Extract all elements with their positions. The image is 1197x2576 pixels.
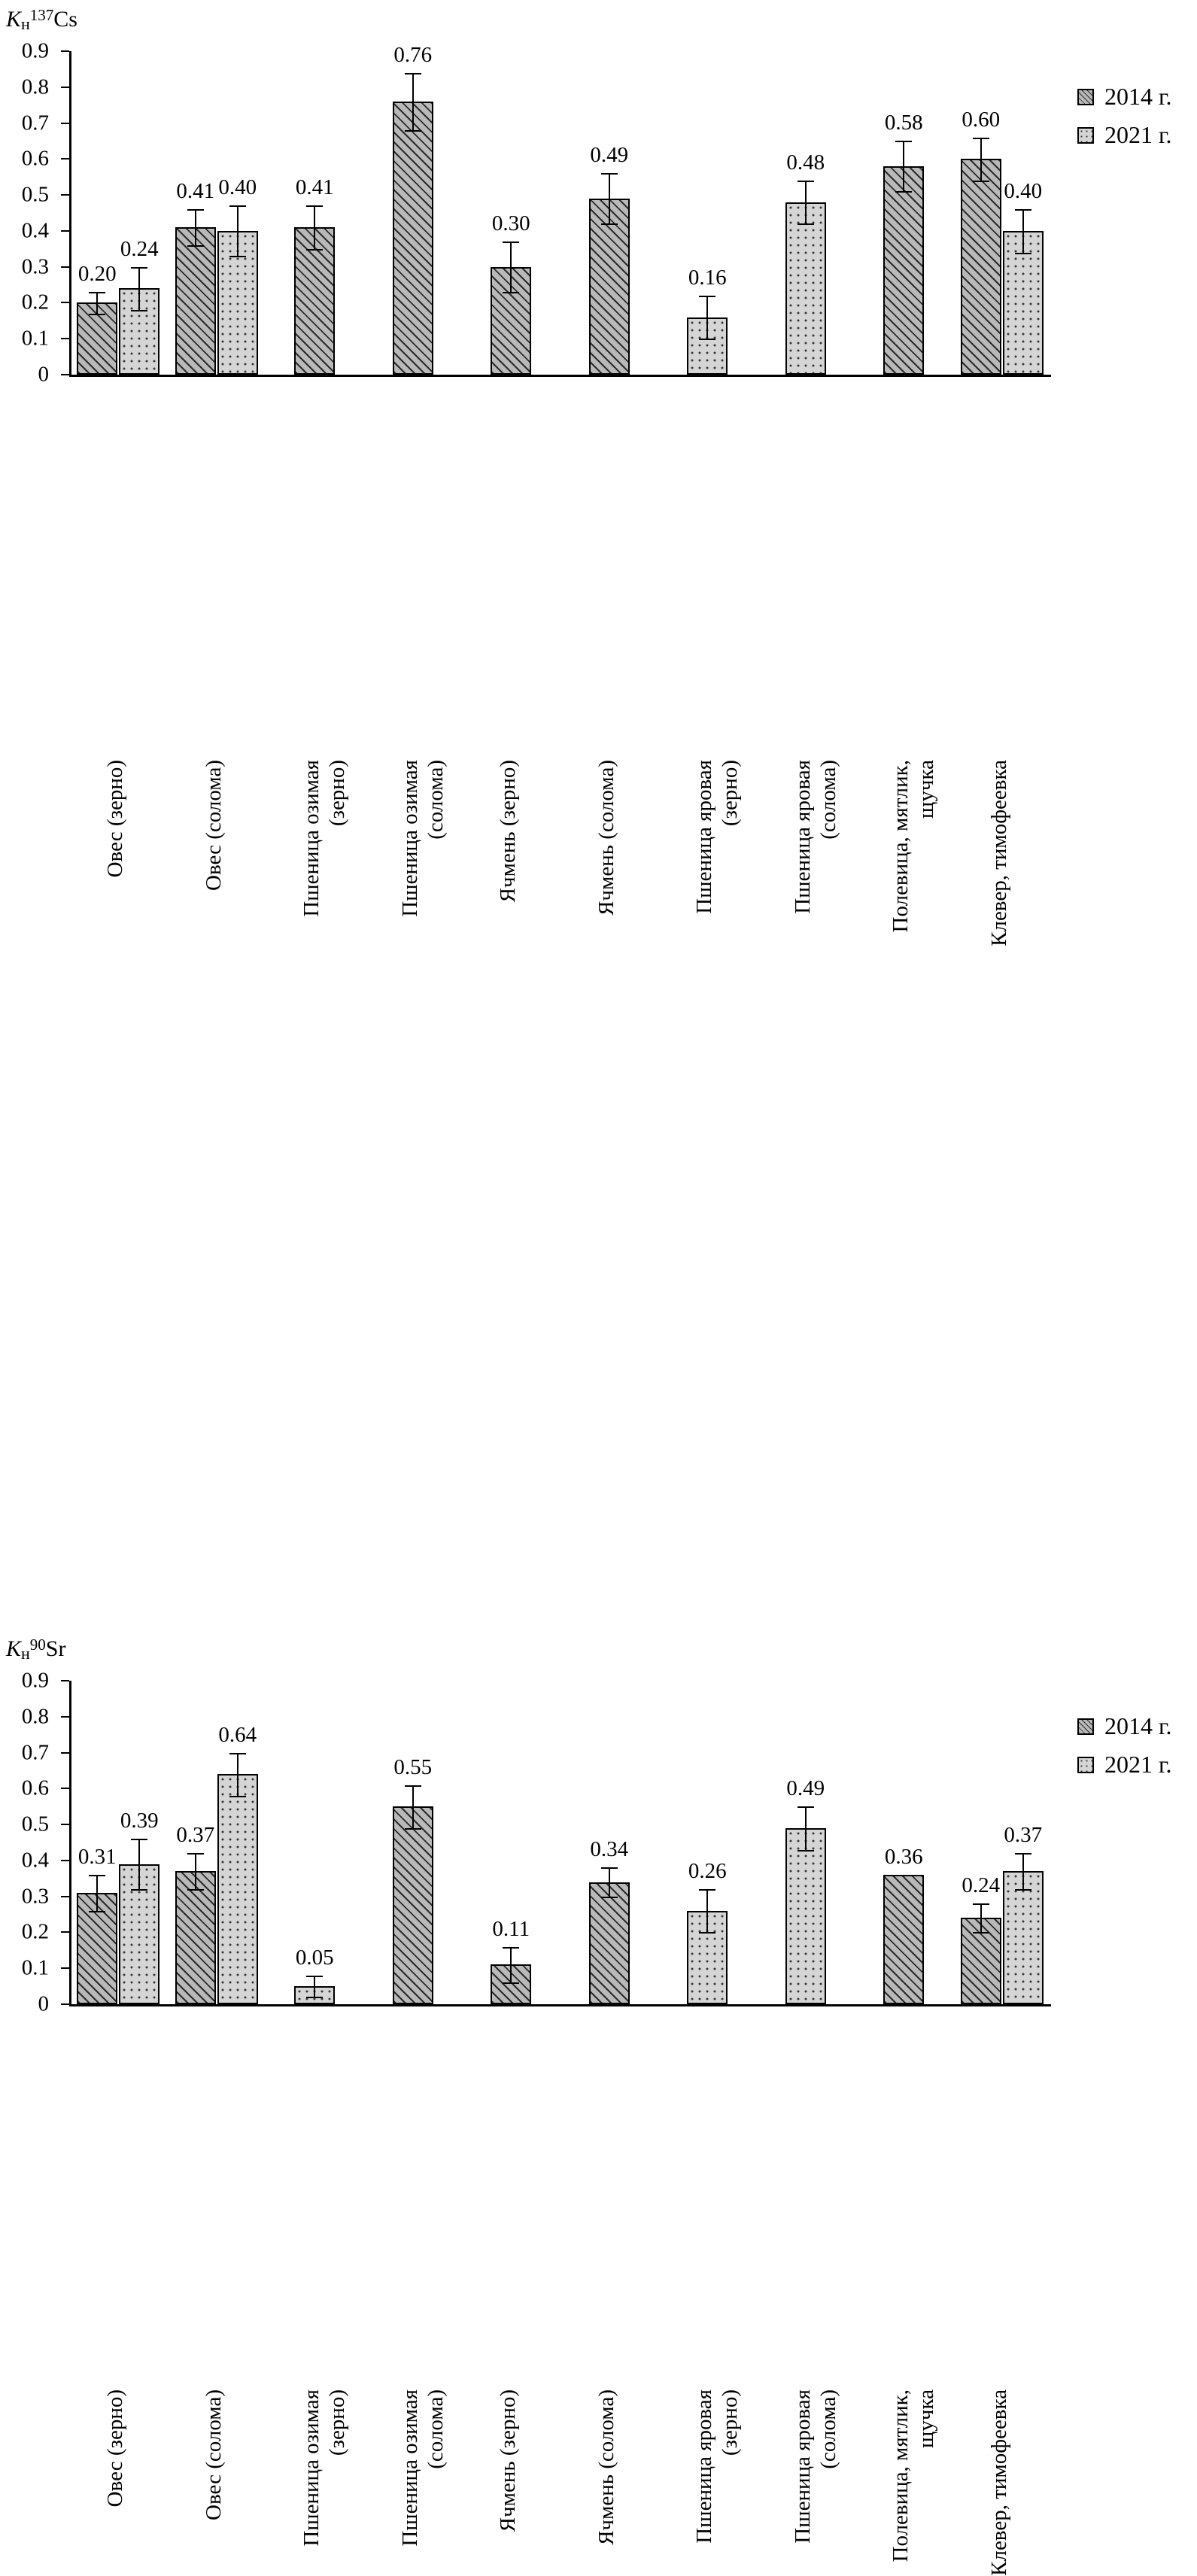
y-axis-tick <box>21 1668 69 1693</box>
legend-swatch-2014 <box>1077 89 1094 105</box>
y-axis-tick <box>21 1776 69 1800</box>
error-bar-cap <box>229 1753 246 1754</box>
error-bar-cap <box>187 1889 204 1891</box>
error-bar <box>980 1903 982 1932</box>
bar <box>393 1806 433 2004</box>
y-axis-tick-label: 0.3 <box>21 1884 49 1909</box>
x-axis-category-label: (солома) <box>423 760 448 840</box>
y-axis-tick <box>21 111 69 135</box>
x-axis-category-label: (солома) <box>423 2389 448 2469</box>
error-bar-cap <box>405 1785 421 1787</box>
error-bar-cap <box>1015 209 1031 211</box>
bar-value-label: 0.37 <box>176 1823 215 1848</box>
error-bar-cap <box>1015 1889 1031 1891</box>
error-bar-cap <box>973 1903 989 1905</box>
error-bar-cap <box>503 242 519 243</box>
error-bar-cap <box>229 1796 246 1797</box>
x-axis-category-label: Пшеница яровая <box>692 760 717 914</box>
error-bar-cap <box>973 1932 989 1934</box>
x-axis-category-label: Пшеница озимая <box>299 2389 324 2547</box>
x-axis-category-label: Ячмень (зерно) <box>496 760 521 903</box>
error-bar <box>96 292 98 314</box>
bar <box>589 1882 630 2004</box>
error-bar-cap <box>89 314 105 315</box>
error-bar <box>237 1753 238 1796</box>
bar-value-label: 0.34 <box>590 1837 629 1862</box>
y-axis-tick <box>21 1848 69 1873</box>
y-axis-tick-label: 0.2 <box>21 1919 49 1944</box>
axis-title-k: K <box>6 1636 22 1661</box>
error-bar-cap <box>601 173 618 175</box>
bar <box>961 159 1001 375</box>
error-bar-cap <box>306 1976 323 1977</box>
error-bar-cap <box>405 73 421 74</box>
error-bar-cap <box>797 1850 814 1852</box>
x-axis-category-label: Полевица, мятлик, <box>889 2389 913 2562</box>
x-axis <box>69 375 1051 377</box>
error-bar-cap <box>405 1828 421 1830</box>
y-axis-tick-label: 0 <box>38 1991 49 2016</box>
error-bar-cap <box>503 1947 519 1949</box>
error-bar <box>314 205 315 248</box>
y-axis-tick <box>21 38 69 63</box>
error-bar <box>412 1785 414 1828</box>
y-axis-tick-label: 0.4 <box>21 218 49 243</box>
bar-value-label: 0.58 <box>884 111 923 135</box>
chart-sr90 <box>0 1630 1197 2576</box>
y-axis-tick <box>38 1991 69 2016</box>
y-axis-tick-label: 0 <box>38 362 49 387</box>
bar-value-label: 0.37 <box>1004 1823 1043 1848</box>
bar <box>175 1871 216 2004</box>
bar <box>393 102 433 375</box>
y-axis-tick <box>21 146 69 171</box>
error-bar-cap <box>601 1867 618 1869</box>
error-bar <box>237 205 238 256</box>
error-bar-cap <box>131 1839 147 1840</box>
error-bar-cap <box>601 1897 618 1898</box>
error-bar <box>609 173 610 223</box>
y-axis-tick-label: 0.7 <box>21 111 49 135</box>
bar-value-label: 0.41 <box>176 179 215 204</box>
y-axis-tick-label: 0.8 <box>21 1704 49 1729</box>
error-bar-cap <box>187 209 204 211</box>
x-axis-category-label: Ячмень (зерно) <box>496 2389 521 2532</box>
error-bar-cap <box>405 130 421 132</box>
legend-swatch-2021 <box>1077 127 1094 144</box>
x-axis-category-label: Пшеница озимая <box>299 760 324 917</box>
x-axis-category-label: Пшеница яровая <box>692 2389 717 2544</box>
error-bar <box>805 181 807 223</box>
axis-title-sup: 90 <box>29 1636 46 1654</box>
y-axis-tick-label: 0.2 <box>21 290 49 314</box>
axis-title-k: K <box>6 7 22 32</box>
bar-value-label: 0.30 <box>491 211 530 236</box>
bar-value-label: 0.49 <box>786 1776 825 1801</box>
x-axis-category-label: Клевер, тимофеевка <box>986 760 1011 946</box>
bar <box>883 166 924 375</box>
y-axis-tick <box>38 362 69 387</box>
y-axis-tick <box>21 1740 69 1765</box>
y-axis-tick <box>21 1955 69 1980</box>
error-bar <box>314 1976 315 1997</box>
x-axis-category-label: Овес (солома) <box>201 760 226 891</box>
plot-area-cs137 <box>21 38 1051 387</box>
error-bar <box>138 267 140 310</box>
bar-value-label: 0.36 <box>884 1845 923 1869</box>
bar-value-label: 0.60 <box>962 107 1001 132</box>
bar-value-label: 0.31 <box>77 1845 117 1869</box>
plot-area-sr90 <box>21 1668 1051 2016</box>
y-axis-tick-label: 0.6 <box>21 146 49 171</box>
error-bar-cap <box>131 1889 147 1891</box>
error-bar-cap <box>973 181 989 182</box>
bar <box>785 1828 826 2004</box>
x-axis-category-label: Овес (зерно) <box>103 760 128 878</box>
legend-label-2014: 2014 г. <box>1104 83 1172 110</box>
legend-swatch-2014 <box>1077 1718 1094 1735</box>
error-bar <box>1022 1853 1024 1889</box>
error-bar-cap <box>797 181 814 182</box>
bar-value-label: 0.76 <box>393 42 433 67</box>
y-axis-tick-label: 0.9 <box>21 1668 49 1693</box>
axis-title-sub: н <box>21 14 30 33</box>
bar-value-label: 0.20 <box>77 262 117 287</box>
chart-cs137 <box>0 0 1197 946</box>
error-bar-cap <box>895 141 912 142</box>
error-bar-cap <box>229 205 246 207</box>
x-axis-category-label: (солома) <box>816 2389 840 2469</box>
legend-label-2021: 2021 г. <box>1104 1751 1172 1778</box>
error-bar <box>138 1839 140 1889</box>
y-axis-tick <box>21 1704 69 1729</box>
error-bar <box>195 1853 196 1889</box>
y-axis-tick-label: 0.3 <box>21 254 49 279</box>
error-bar-cap <box>1015 253 1031 254</box>
error-bar <box>412 73 414 130</box>
error-bar <box>609 1867 610 1896</box>
bar <box>883 1875 924 2004</box>
legend-sr90 <box>1077 1712 1172 1789</box>
error-bar-cap <box>131 267 147 269</box>
error-bar-cap <box>503 292 519 293</box>
legend-swatch-2021 <box>1077 1757 1094 1773</box>
y-axis-tick-label: 0.6 <box>21 1776 49 1800</box>
bar-value-label: 0.55 <box>393 1754 433 1779</box>
y-axis-tick <box>21 290 69 314</box>
error-bar-cap <box>973 138 989 139</box>
error-bar-cap <box>229 256 246 257</box>
x-axis-category-label: Ячмень (солома) <box>594 760 618 916</box>
x-axis-category-label: Клевер, тимофеевка <box>986 2389 1011 2576</box>
error-bar-cap <box>699 296 715 297</box>
bar-value-label: 0.48 <box>786 150 825 175</box>
error-bar-cap <box>89 292 105 293</box>
x-axis-category-label: Овес (солома) <box>201 2389 226 2520</box>
bar-value-label: 0.24 <box>962 1873 1001 1898</box>
x-axis-category-label: Пшеница яровая <box>790 2389 815 2544</box>
x-axis-category-label: Овес (зерно) <box>103 2389 128 2508</box>
x-axis-category-label: (зерно) <box>325 2389 350 2456</box>
legend-label-2014: 2014 г. <box>1104 1712 1172 1739</box>
y-axis-tick-label: 0.1 <box>21 326 49 351</box>
error-bar-cap <box>895 191 912 193</box>
category-labels-cs137 <box>69 384 1051 946</box>
axis-title-cs137 <box>6 6 77 34</box>
x-axis <box>69 2004 1051 2006</box>
y-axis-tick <box>21 1884 69 1909</box>
x-axis-category-label: (зерно) <box>718 2389 743 2456</box>
error-bar-cap <box>503 1982 519 1984</box>
y-axis-tick <box>21 218 69 243</box>
bar-value-label: 0.16 <box>688 265 727 290</box>
bar-value-label: 0.24 <box>120 236 159 261</box>
y-axis-tick-label: 0.5 <box>21 1812 49 1836</box>
bar-value-label: 0.49 <box>590 143 629 168</box>
bar-value-label: 0.39 <box>120 1809 159 1833</box>
bar-value-label: 0.40 <box>218 175 257 200</box>
x-axis-category-label: Ячмень (солома) <box>594 2389 618 2545</box>
bar-value-label: 0.41 <box>295 175 334 200</box>
error-bar <box>96 1875 98 1911</box>
x-axis-category-label: щучка <box>914 2389 939 2448</box>
error-bar-cap <box>601 223 618 225</box>
category-labels-sr90 <box>69 2013 1051 2576</box>
y-axis-tick-label: 0.8 <box>21 74 49 99</box>
bar-value-label: 0.26 <box>688 1859 727 1884</box>
bar-value-label: 0.40 <box>1004 179 1043 204</box>
x-axis-category-label: (зерно) <box>325 760 350 827</box>
x-axis-category-label: (солома) <box>816 760 840 840</box>
legend-cs137 <box>1077 83 1172 159</box>
error-bar-cap <box>699 339 715 340</box>
y-axis-tick <box>21 1919 69 1944</box>
error-bar-cap <box>306 1997 323 1998</box>
error-bar <box>706 1889 708 1932</box>
x-axis-category-label: Пшеница озимая <box>397 2389 422 2547</box>
y-axis-tick-label: 0.4 <box>21 1848 49 1873</box>
axis-title-sup: 137 <box>29 6 54 24</box>
y-axis-tick <box>21 326 69 351</box>
error-bar-cap <box>699 1932 715 1934</box>
bar <box>1003 1871 1044 2004</box>
bar <box>175 227 216 375</box>
error-bar <box>706 296 708 339</box>
error-bar-cap <box>131 310 147 311</box>
error-bar <box>980 138 982 181</box>
legend-item-2014 <box>1077 83 1172 111</box>
bar <box>785 202 826 375</box>
error-bar <box>805 1806 807 1849</box>
error-bar-cap <box>306 205 323 207</box>
x-axis-category-label: щучка <box>914 760 939 819</box>
error-bar-cap <box>797 1806 814 1808</box>
error-bar <box>510 242 512 292</box>
axis-title-sr90 <box>6 1636 65 1663</box>
x-axis-category-label: Пшеница озимая <box>397 760 422 917</box>
y-axis <box>69 51 71 375</box>
error-bar-cap <box>699 1889 715 1891</box>
error-bar-cap <box>797 223 814 225</box>
error-bar <box>903 141 904 191</box>
y-axis-tick <box>21 254 69 279</box>
y-axis-tick-label: 0.7 <box>21 1740 49 1765</box>
y-axis-tick-label: 0.9 <box>21 38 49 63</box>
error-bar-cap <box>187 245 204 247</box>
bar-value-label: 0.11 <box>492 1916 530 1941</box>
error-bar-cap <box>89 1911 105 1912</box>
x-axis-category-label: (зерно) <box>718 760 743 827</box>
error-bar-cap <box>187 1853 204 1855</box>
error-bar <box>195 209 196 245</box>
legend-item-2014 <box>1077 1712 1172 1740</box>
y-axis-tick <box>21 1812 69 1836</box>
bar <box>217 1774 258 2004</box>
x-axis-category-label: Пшеница яровая <box>790 760 815 914</box>
axis-title-sub: н <box>21 1644 30 1663</box>
axis-title-element: Sr <box>45 1636 66 1661</box>
bar-value-label: 0.05 <box>295 1945 334 1970</box>
y-axis <box>69 1681 71 2004</box>
bar-value-label: 0.64 <box>218 1722 257 1747</box>
axis-title-element: Cs <box>53 7 77 32</box>
x-axis-category-label: Полевица, мятлик, <box>889 760 913 933</box>
error-bar-cap <box>1015 1853 1031 1855</box>
y-axis-tick-label: 0.1 <box>21 1955 49 1980</box>
error-bar <box>510 1947 512 1983</box>
y-axis-tick <box>21 74 69 99</box>
error-bar-cap <box>306 249 323 251</box>
legend-item-2021 <box>1077 121 1172 149</box>
legend-item-2021 <box>1077 1751 1172 1779</box>
legend-label-2021: 2021 г. <box>1104 121 1172 148</box>
error-bar <box>1022 209 1024 252</box>
y-axis-tick-label: 0.5 <box>21 182 49 207</box>
error-bar-cap <box>89 1875 105 1876</box>
y-axis-tick <box>21 182 69 207</box>
